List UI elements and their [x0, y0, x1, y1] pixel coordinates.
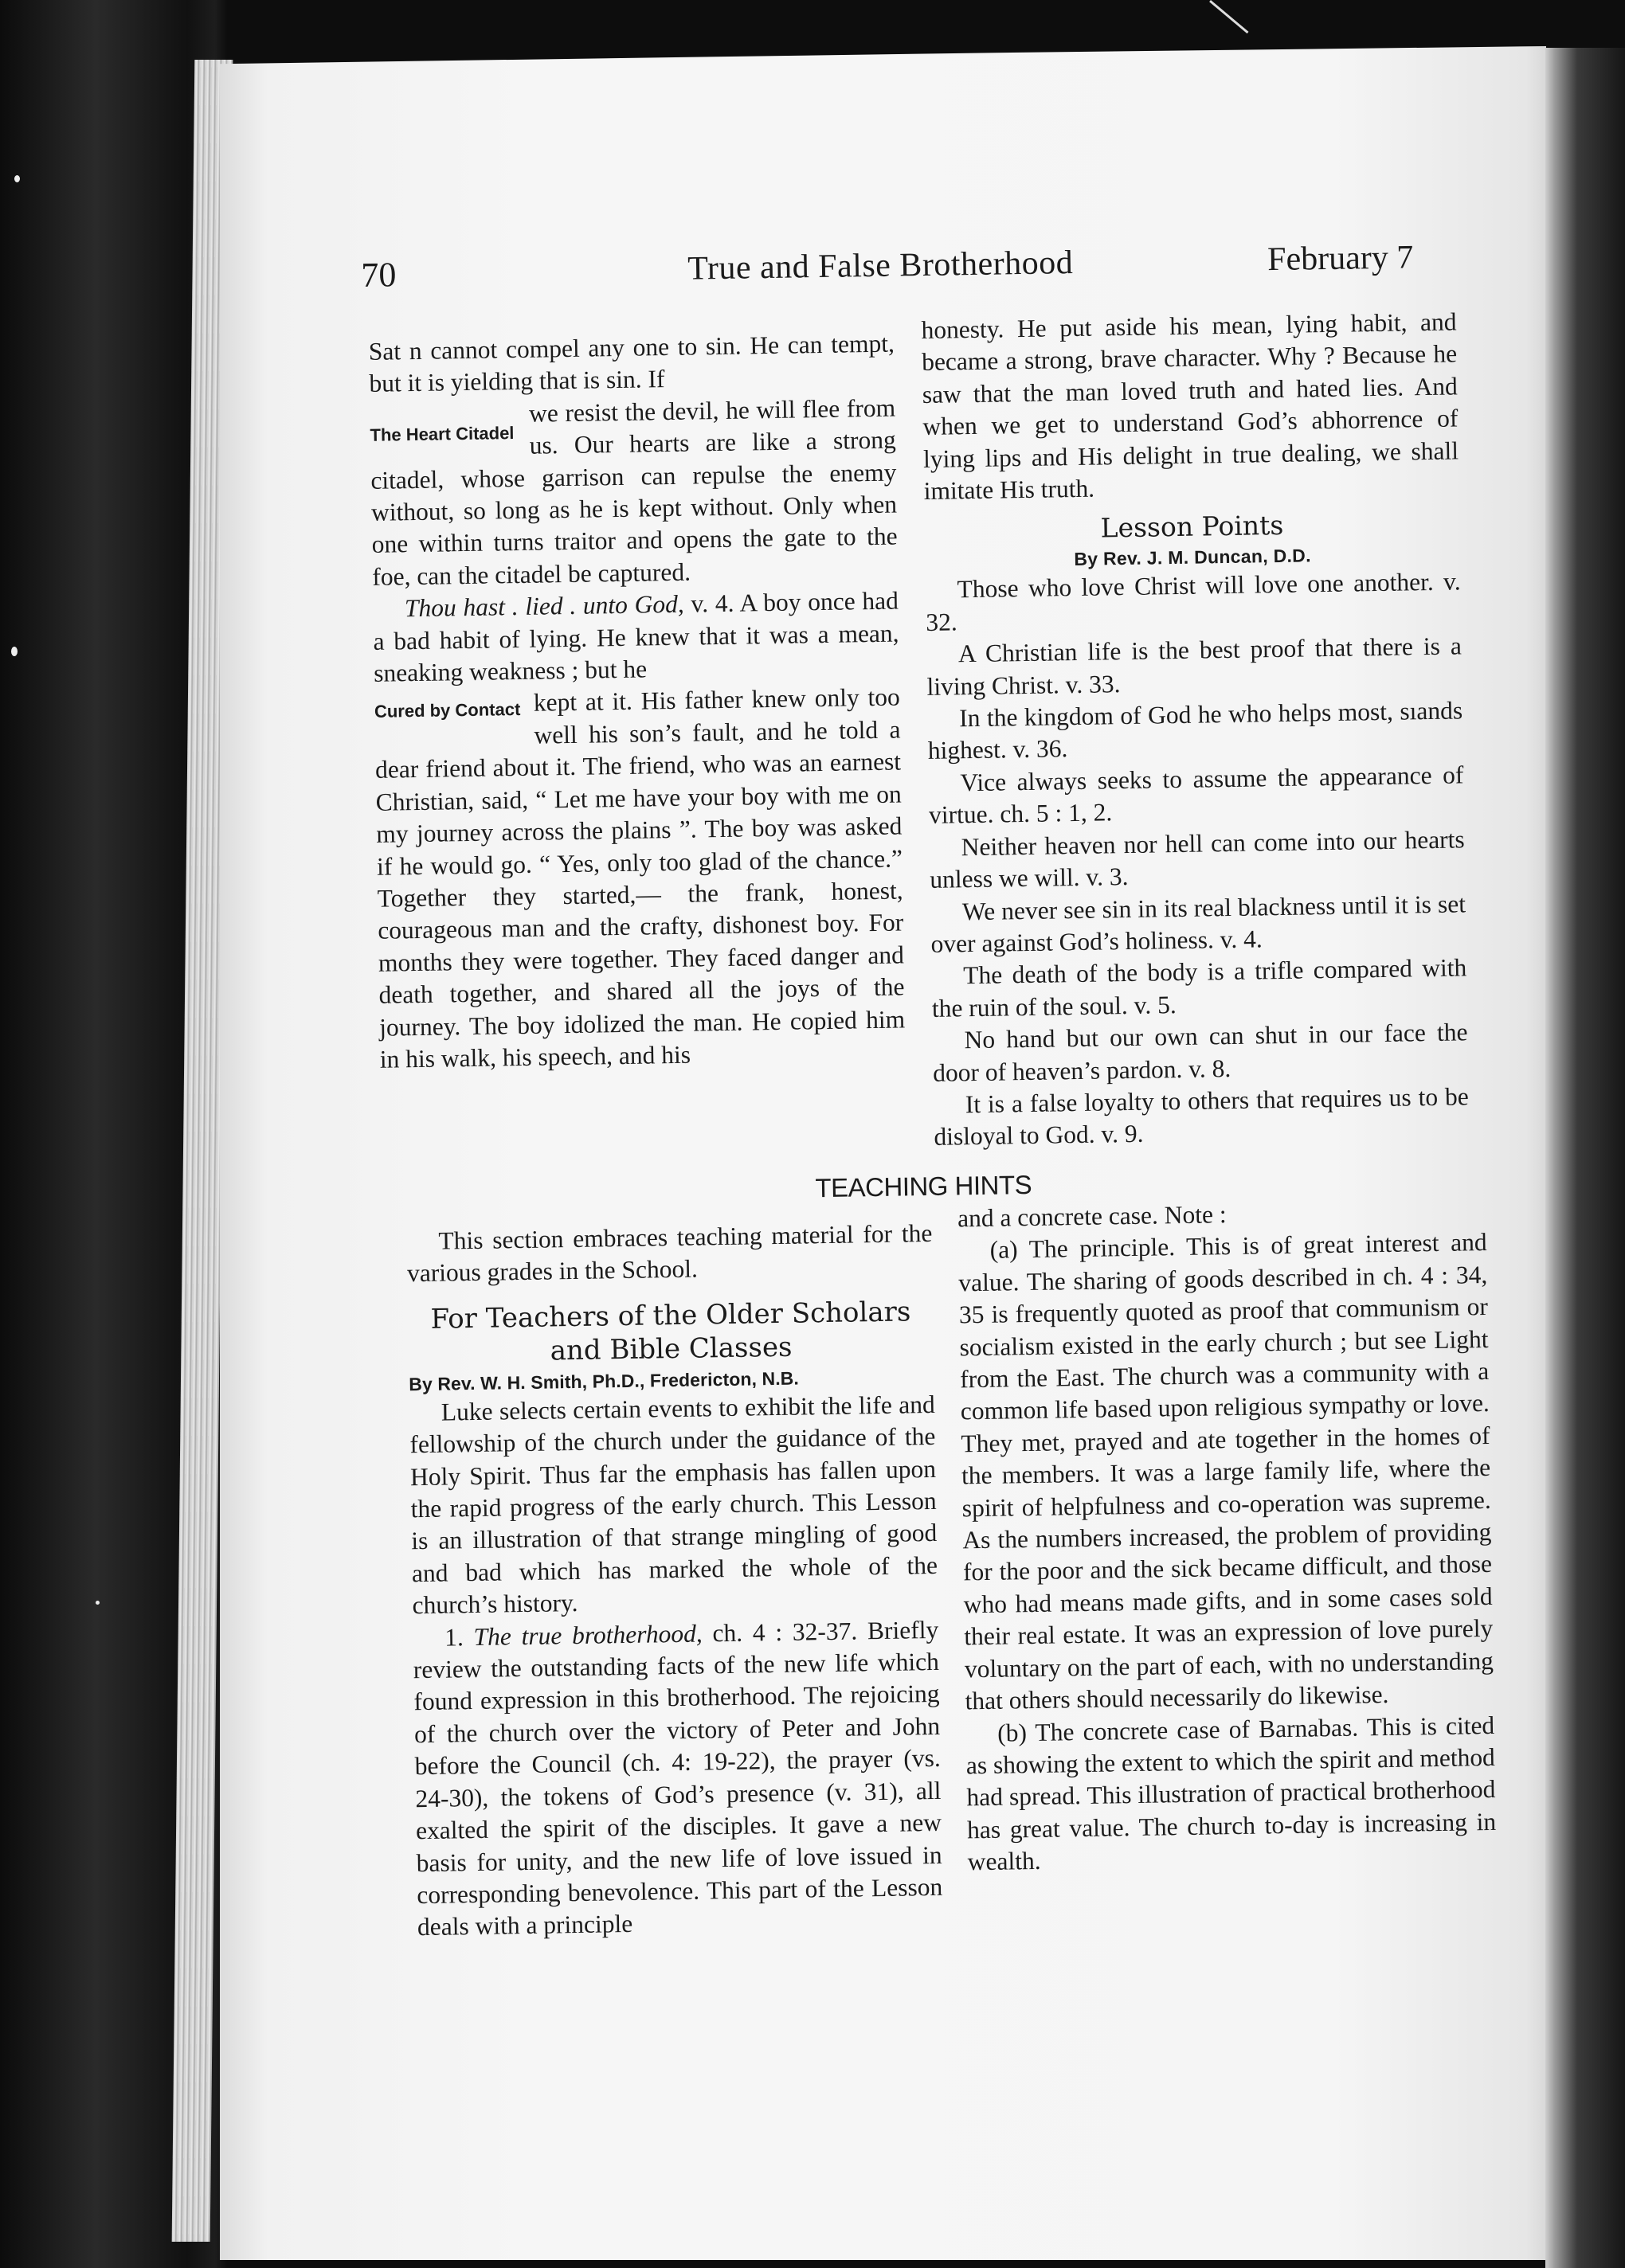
paragraph-luke-selects: Luke selects certain events to exhibit the life and fellowship of the church under the guidance of the Holy Spirit. Thus far the emphasis has fallen upon the rapid progress of the early church. This Lesson is an illustration of that strange mingling of good and bad which has marked the whole of the church’s history. — [409, 1390, 938, 1620]
sidenote-heart-citadel: The Heart Citadel — [370, 422, 515, 445]
running-date: February 7 — [1267, 239, 1414, 279]
paragraph-true-brotherhood — [413, 1614, 943, 1944]
lesson-point: Those who love Christ will love one another. v. 32. — [926, 567, 1461, 636]
paragraph-principle: (a) The principle. This is of great interest and value. The sharing of goods described in ch. 4 : 34, 35 is frequently quoted as proof that communism or socialism existed in the early church ; but see Light from the East. The church was a community with a common life based upon religious sympathy or love. They met, prayed and ate together in the homes of the members. It was a large family life, where the spirit of helpfulness and co-operation was supreme. As the numbers increased, the problem of providing for the poor and the sick became difficult, and those who had means made gifts, and in some cases sold their real estate. It was an expression of love purely voluntary on the part of each, with no understanding that others should necessarily do likewise. — [958, 1228, 1494, 1715]
paragraph-satan-line1: Sat n cannot compel any one to sin. He can tempt, but it is yielding that is sin. If — [368, 329, 895, 398]
sidenote-cured-by-contact: Cured by Contact — [374, 699, 521, 722]
teaching-hints-heading: TEACHING HINTS — [815, 1169, 1032, 1203]
teaching-hints-intro: This section embraces teaching material for the various grades in the School. — [406, 1218, 933, 1288]
lesson-point: The death of the body is a trifle compared with the ruin of the soul. v. 5. — [931, 953, 1467, 1023]
paragraph-cured-by-contact: kept at it. His father knew only too well his son’s fault, and he told a dear friend about it. The friend, who was an earnest Christian, said, “ Let me have your boy with me on my journey across the plains ”. The boy was asked if he would go. “ Yes, only too glad of the chance.” Together they started,— the frank, honest, courageous man and the crafty, dishonest boy. For months they were together. They faced danger and death together, and shared all the joys of the journey. The boy idolized the man. He copied him in his walk, his speech, and his — [374, 682, 906, 1073]
lesson-point: Vice always seeks to assume the appearance of virtue. ch. 5 : 1, 2. — [928, 761, 1464, 830]
paragraph-barnabas: (b) The concrete case of Barnabas. This is cited as showing the extent to which the spirit and method had spread. This illustration of practical brotherhood has great value. The church to-day is increasing in wealth. — [965, 1711, 1497, 1876]
true-brotherhood-text: ch. 4 : 32-37. Briefly review the outstanding facts of the new life which found expression in this brotherhood. The rejoicing of the church over the victory of Peter and John before the Council (ch. 4: 19-22), the prayer (vs. 24-30), the tokens of God’s presence (v. 31), all exalted the spirit of the disciples. It gave a new basis for unity, and the new life of love issued in corresponding benevolence. This part of the Lesson deals with a principle — [413, 1615, 943, 1941]
left-column-top — [369, 328, 906, 1077]
lesson-point: We never see sin in its real blackness until it is set over against God’s holiness. v. 4. — [930, 889, 1466, 958]
lesson-point: In the kingdom of God he who helps most, sıands highest. v. 36. — [927, 696, 1463, 765]
paragraph-honesty-continued: honesty. He put aside his mean, lying habit, and became a strong, brave character. Why ? Because he saw that the man loved truth and hated lies. And when we get to understand God’s abhorrence of lying lips and His delight in true dealing, we shall imitate His truth. — [921, 307, 1459, 505]
paragraph-heart-citadel: we resist the devil, he will flee from us. Our hearts are like a strong citadel, whose garrison can repulse the enemy without, so long as he is kept without. Only when one within turns traitor and opens the gate to the foe, can the citadel be captured. — [370, 393, 898, 591]
page-number: 70 — [360, 255, 397, 295]
right-column-bottom — [957, 1195, 1497, 1879]
paragraph-lying-boy-text: v. 4. A boy once had a bad habit of lying. He knew that it was a mean, sneaking weakness ; but he — [373, 586, 899, 687]
lesson-points-byline: By Rev. J. M. Duncan, D.D. — [1074, 545, 1311, 570]
paragraph-lying-boy-start — [373, 585, 900, 690]
older-scholars-byline: By Rev. W. H. Smith, Ph.D., Fredericton, N.B. — [409, 1367, 800, 1395]
paragraph-concrete-case-intro: and a concrete case. Note : — [957, 1200, 1227, 1233]
scripture-quote: Thou hast . lied . unto God, — [404, 589, 685, 623]
right-column-top — [921, 306, 1469, 1153]
lesson-point: A Christian life is the best proof that there is a living Christ. v. 33. — [926, 632, 1462, 701]
lesson-point: Neither heaven nor hell can come into our hearts unless we will. v. 3. — [930, 825, 1465, 894]
lesson-point: No hand but our own can shut in our face the door of heaven’s pardon. v. 8. — [932, 1018, 1468, 1087]
older-scholars-title: For Teachers of the Older Scholars and Bible Classes — [430, 1296, 911, 1367]
true-brotherhood-heading: The true brotherhood, — [473, 1619, 703, 1651]
lesson-point: It is a false loyalty to others that requires us to be disloyal to God. v. 9. — [934, 1082, 1470, 1152]
running-title: True and False Brotherhood — [687, 244, 1074, 287]
numbered-point-label: 1. — [444, 1622, 474, 1652]
lesson-points-title: Lesson Points — [1100, 510, 1284, 544]
left-column-bottom — [406, 1218, 943, 1944]
